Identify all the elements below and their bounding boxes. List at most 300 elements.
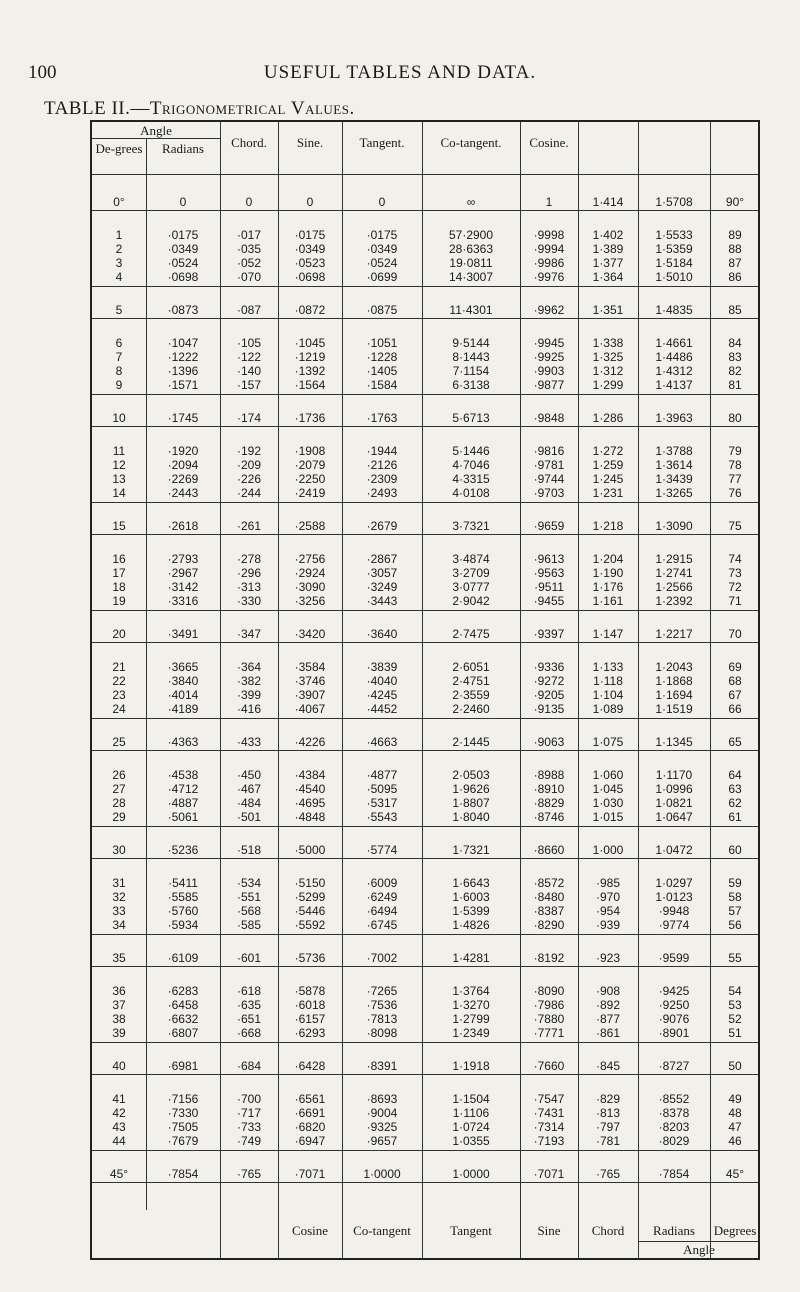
cell-tan	[342, 1092, 422, 1148]
cell-deg2	[710, 735, 760, 749]
value-rad2: 1·3788	[655, 444, 693, 458]
header-cosine: Cosine.	[529, 135, 569, 150]
value-cos: ·9659	[533, 519, 565, 533]
trigonometric-table	[90, 120, 760, 1260]
row-rule	[92, 534, 758, 535]
header-degrees: De-grees	[95, 141, 143, 156]
value-rad: ·5236	[167, 843, 199, 857]
value-rad: ·4014	[167, 688, 199, 702]
cell-chord	[220, 1092, 278, 1148]
value-deg: 41	[112, 1092, 126, 1106]
value-rad: ·1571	[167, 378, 199, 392]
value-rad2: 1·1868	[655, 674, 693, 688]
cell-cot	[422, 660, 520, 716]
row-rule	[92, 318, 758, 319]
value-chord2: ·985	[595, 876, 621, 890]
value-rad2: 1·0996	[655, 782, 693, 796]
cell-rad	[146, 336, 220, 392]
cell-tan	[342, 951, 422, 965]
value-sine: ·3746	[294, 674, 326, 688]
row-rule	[92, 934, 758, 935]
value-rad: ·0873	[167, 303, 199, 317]
cell-cot	[422, 1167, 520, 1181]
value-cot: 2·7475	[452, 627, 490, 641]
cell-deg	[92, 984, 146, 1040]
value-cot: 1·0724	[452, 1120, 490, 1134]
cell-tan	[342, 519, 422, 533]
value-chord: ·534	[236, 876, 262, 890]
value-deg: 33	[112, 904, 126, 918]
value-deg: 35	[112, 951, 126, 965]
cell-chord	[220, 768, 278, 824]
cell-deg	[92, 627, 146, 641]
value-deg2: 61	[728, 810, 742, 824]
value-chord2: 1·000	[592, 843, 624, 857]
value-rad: ·4189	[167, 702, 199, 716]
value-chord: ·749	[236, 1134, 262, 1148]
value-chord2: 1·338	[592, 336, 624, 350]
value-cot: 1·6643	[452, 876, 490, 890]
value-cos: ·8572	[533, 876, 565, 890]
cell-deg	[92, 411, 146, 425]
value-rad2: 1·2043	[655, 660, 693, 674]
value-tan: ·9657	[366, 1134, 398, 1148]
value-rad: ·1920	[167, 444, 199, 458]
value-rad: ·3316	[167, 594, 199, 608]
value-cot: 2·3559	[452, 688, 490, 702]
value-cos: ·7314	[533, 1120, 565, 1134]
value-cot: 1·1106	[452, 1106, 490, 1120]
row-rule	[92, 426, 758, 427]
cell-chord2	[578, 951, 638, 965]
value-deg2: 55	[728, 951, 742, 965]
row-rule	[92, 502, 758, 503]
value-deg: 21	[112, 660, 126, 674]
value-tan: ·6745	[366, 918, 398, 932]
value-sine: ·6428	[294, 1059, 326, 1073]
value-tan: ·5095	[366, 782, 398, 796]
value-cos: ·8660	[533, 843, 565, 857]
value-rad2: 1·1694	[655, 688, 693, 702]
value-rad2: ·9948	[658, 904, 690, 918]
value-rad: ·3665	[167, 660, 199, 674]
value-chord: ·226	[236, 472, 262, 486]
value-chord: ·684	[236, 1059, 262, 1073]
value-rad: ·1396	[167, 364, 199, 378]
value-chord2: ·797	[595, 1120, 621, 1134]
value-chord2: ·877	[595, 1012, 621, 1026]
value-tan: ·9325	[366, 1120, 398, 1134]
cell-chord2	[578, 660, 638, 716]
value-cot: 3·7321	[452, 519, 490, 533]
cell-chord2	[578, 411, 638, 425]
value-cos: ·9336	[533, 660, 565, 674]
value-rad: ·7156	[167, 1092, 199, 1106]
value-deg: 26	[112, 768, 126, 782]
cell-rad	[146, 303, 220, 317]
value-deg: 28	[112, 796, 126, 810]
value-rad2: 1·0647	[655, 810, 693, 824]
value-chord2: 1·104	[592, 688, 624, 702]
value-tan: ·2867	[366, 552, 398, 566]
value-cot: 1·7321	[452, 843, 490, 857]
cell-rad2	[638, 843, 710, 857]
cell-rad	[146, 660, 220, 716]
value-cot: 3·2709	[452, 566, 490, 580]
value-chord: ·192	[236, 444, 262, 458]
value-chord2: 1·176	[592, 580, 624, 594]
cell-sine	[278, 843, 342, 857]
header-tangent: Tangent.	[359, 135, 405, 150]
cell-cos	[520, 336, 578, 392]
cell-rad2	[638, 951, 710, 965]
value-chord: ·765	[236, 1167, 262, 1181]
cell-rad	[146, 444, 220, 500]
cell-cot	[422, 1059, 520, 1073]
value-cot: 1·1504	[452, 1092, 490, 1106]
cell-tan	[342, 876, 422, 932]
cell-rad	[146, 1092, 220, 1148]
value-tan: ·6249	[366, 890, 398, 904]
value-tan: ·3640	[366, 627, 398, 641]
cell-chord	[220, 336, 278, 392]
value-tan: ·7536	[366, 998, 398, 1012]
value-cot: 5·1446	[452, 444, 490, 458]
cell-cot	[422, 336, 520, 392]
value-chord: ·105	[236, 336, 262, 350]
value-tan: ·4040	[366, 674, 398, 688]
value-cot: 7·1154	[452, 364, 490, 378]
value-rad2: 1·2915	[655, 552, 693, 566]
value-deg: 2	[115, 242, 123, 256]
value-cot: 1·2799	[452, 1012, 490, 1026]
value-rad: ·2094	[167, 458, 199, 472]
value-rad: ·3840	[167, 674, 199, 688]
header-angle: Angle	[140, 123, 172, 138]
value-chord: ·122	[236, 350, 262, 364]
value-deg: 5	[115, 303, 123, 317]
cell-chord2	[578, 1167, 638, 1181]
value-cot: 1·0355	[452, 1134, 490, 1148]
value-tan: ·1584	[366, 378, 398, 392]
cell-rad2	[638, 1167, 710, 1181]
value-sine: ·6820	[294, 1120, 326, 1134]
value-deg2: 72	[728, 580, 742, 594]
value-deg: 1	[115, 228, 123, 242]
cell-cos	[520, 984, 578, 1040]
value-chord: ·364	[236, 660, 262, 674]
value-sine: ·1564	[294, 378, 326, 392]
value-cot: 11·4301	[449, 303, 493, 317]
value-deg2: 81	[728, 378, 742, 392]
running-head	[28, 62, 772, 88]
value-sine: ·6947	[294, 1134, 326, 1148]
value-cot: 4·7046	[452, 458, 490, 472]
value-chord2: 1·414	[592, 195, 624, 209]
value-cot: 2·1445	[452, 735, 490, 749]
value-deg: 44	[112, 1134, 126, 1148]
value-chord: ·035	[236, 242, 262, 256]
value-rad: ·6283	[167, 984, 199, 998]
cell-sine	[278, 951, 342, 965]
cell-chord2	[578, 843, 638, 857]
value-tan: ·1405	[366, 364, 398, 378]
cell-deg2	[710, 984, 760, 1040]
cell-sine	[278, 336, 342, 392]
value-rad2: 1·3439	[655, 472, 693, 486]
value-rad: ·0175	[167, 228, 199, 242]
value-deg2: 54	[728, 984, 742, 998]
value-rad2: ·8203	[658, 1120, 690, 1134]
cell-chord2	[578, 552, 638, 608]
value-sine: ·1908	[294, 444, 326, 458]
value-deg2: 85	[728, 303, 742, 317]
cell-rad	[146, 951, 220, 965]
cell-rad2	[638, 660, 710, 716]
footer-angle-rule	[638, 1241, 758, 1242]
value-deg2: 79	[728, 444, 742, 458]
cell-rad2	[638, 303, 710, 317]
value-rad: ·4712	[167, 782, 199, 796]
value-rad2: ·9599	[658, 951, 690, 965]
value-tan: ·0349	[366, 242, 398, 256]
header-cotangent: Co-tangent.	[440, 135, 502, 150]
value-sine: ·2079	[294, 458, 326, 472]
value-rad2: 1·1345	[655, 735, 693, 749]
cell-sine	[278, 519, 342, 533]
value-rad2: 1·3963	[655, 411, 693, 425]
cell-tan	[342, 1059, 422, 1073]
value-rad: ·4363	[167, 735, 199, 749]
cell-deg2	[710, 228, 760, 284]
cell-rad	[146, 228, 220, 284]
value-cot: ∞	[466, 195, 476, 209]
cell-deg2	[710, 1059, 760, 1073]
value-sine: ·6691	[294, 1106, 326, 1120]
value-tan: ·3249	[366, 580, 398, 594]
value-tan: ·7813	[366, 1012, 398, 1026]
value-deg: 13	[112, 472, 126, 486]
value-cos: ·9925	[533, 350, 565, 364]
value-rad: ·2967	[167, 566, 199, 580]
cell-deg2	[710, 1092, 760, 1148]
cell-cos	[520, 843, 578, 857]
value-chord2: 1·312	[592, 364, 624, 378]
cell-tan	[342, 627, 422, 641]
cell-sine	[278, 1092, 342, 1148]
value-chord: ·209	[236, 458, 262, 472]
header-radians: Radians	[162, 141, 204, 156]
value-deg: 38	[112, 1012, 126, 1026]
value-cos: ·9877	[533, 378, 565, 392]
value-deg2: 63	[728, 782, 742, 796]
value-deg2: 68	[728, 674, 742, 688]
value-sine: ·2250	[294, 472, 326, 486]
value-sine: 0	[306, 195, 314, 209]
value-rad: ·6632	[167, 1012, 199, 1026]
value-chord: ·717	[236, 1106, 262, 1120]
value-deg2: 77	[728, 472, 742, 486]
cell-chord2	[578, 519, 638, 533]
cell-cot	[422, 228, 520, 284]
value-rad2: 1·5010	[655, 270, 693, 284]
cell-sine	[278, 984, 342, 1040]
cell-rad	[146, 519, 220, 533]
value-sine: ·4695	[294, 796, 326, 810]
value-tan: ·7002	[366, 951, 398, 965]
value-cos: ·8988	[533, 768, 565, 782]
cell-sine	[278, 1059, 342, 1073]
value-tan: ·1763	[366, 411, 398, 425]
cell-chord	[220, 660, 278, 716]
cell-rad	[146, 735, 220, 749]
value-cot: 1·3764	[452, 984, 490, 998]
value-chord2: ·829	[595, 1092, 621, 1106]
value-chord: ·700	[236, 1092, 262, 1106]
cell-chord2	[578, 336, 638, 392]
value-chord2: 1·245	[592, 472, 624, 486]
value-rad: ·0349	[167, 242, 199, 256]
cell-cos	[520, 1167, 578, 1181]
value-chord: ·278	[236, 552, 262, 566]
cell-cos	[520, 660, 578, 716]
value-rad2: ·8378	[658, 1106, 690, 1120]
cell-deg	[92, 303, 146, 317]
value-sine: ·0175	[294, 228, 326, 242]
cell-chord	[220, 444, 278, 500]
value-deg: 11	[112, 444, 126, 458]
cell-cos	[520, 627, 578, 641]
value-chord: ·618	[236, 984, 262, 998]
value-cot: 8·1443	[452, 350, 490, 364]
cell-sine	[278, 195, 342, 209]
value-chord2: 1·351	[592, 303, 624, 317]
value-sine: ·2924	[294, 566, 326, 580]
value-deg2: 49	[728, 1092, 742, 1106]
cell-chord	[220, 303, 278, 317]
value-tan: ·2309	[366, 472, 398, 486]
value-rad2: ·9774	[658, 918, 690, 932]
value-deg: 29	[112, 810, 126, 824]
cell-tan	[342, 336, 422, 392]
cell-deg2	[710, 660, 760, 716]
cell-chord2	[578, 984, 638, 1040]
value-sine: ·2588	[294, 519, 326, 533]
value-cos: ·7880	[533, 1012, 565, 1026]
row-rule	[92, 826, 758, 827]
cell-tan	[342, 1167, 422, 1181]
cell-sine	[278, 1167, 342, 1181]
cell-rad2	[638, 768, 710, 824]
value-sine: ·5878	[294, 984, 326, 998]
value-deg: 15	[112, 519, 126, 533]
value-rad2: 1·0472	[655, 843, 693, 857]
value-deg: 25	[112, 735, 126, 749]
value-rad: ·1745	[167, 411, 199, 425]
row-rule	[92, 1150, 758, 1151]
value-chord: ·330	[236, 594, 262, 608]
value-chord: ·568	[236, 904, 262, 918]
value-rad2: 1·5708	[655, 195, 693, 209]
value-tan: ·5317	[366, 796, 398, 810]
value-sine: ·4067	[294, 702, 326, 716]
value-deg2: 48	[728, 1106, 742, 1120]
value-rad2: 1·1170	[655, 768, 693, 782]
value-deg2: 73	[728, 566, 742, 580]
value-chord2: 1·325	[592, 350, 624, 364]
value-cos: ·8090	[533, 984, 565, 998]
value-rad: ·5760	[167, 904, 199, 918]
row-rule	[92, 642, 758, 643]
value-cot: 2·9042	[452, 594, 490, 608]
value-deg2: 58	[728, 890, 742, 904]
value-deg: 3	[115, 256, 123, 270]
value-cot: 1·5399	[452, 904, 490, 918]
cell-deg2	[710, 336, 760, 392]
value-sine: ·3907	[294, 688, 326, 702]
value-chord2: 1·364	[592, 270, 624, 284]
value-deg2: 45°	[725, 1167, 745, 1181]
cell-rad2	[638, 552, 710, 608]
cell-chord2	[578, 876, 638, 932]
value-rad2: 1·3614	[655, 458, 693, 472]
cell-sine	[278, 303, 342, 317]
cell-rad	[146, 552, 220, 608]
value-cos: ·7431	[533, 1106, 565, 1120]
cell-chord	[220, 411, 278, 425]
value-rad: ·2618	[167, 519, 199, 533]
cell-rad2	[638, 876, 710, 932]
row-rule	[92, 210, 758, 211]
value-cos: ·7771	[533, 1026, 565, 1040]
value-rad: ·6981	[167, 1059, 199, 1073]
value-rad: ·3491	[167, 627, 199, 641]
value-tan: ·3443	[366, 594, 398, 608]
cell-chord2	[578, 303, 638, 317]
row-rule	[92, 966, 758, 967]
cell-cot	[422, 627, 520, 641]
value-cot: 1·8040	[452, 810, 490, 824]
value-chord2: ·939	[595, 918, 621, 932]
value-sine: ·1219	[294, 350, 326, 364]
cell-deg	[92, 228, 146, 284]
cell-cot	[422, 1092, 520, 1148]
table-title-caps: Trigonometrical Values.	[149, 98, 355, 119]
value-rad: ·5061	[167, 810, 199, 824]
value-chord2: ·908	[595, 984, 621, 998]
value-deg2: 60	[728, 843, 742, 857]
value-sine: ·4226	[294, 735, 326, 749]
value-rad2: 1·4486	[655, 350, 693, 364]
value-deg2: 75	[728, 519, 742, 533]
cell-rad2	[638, 519, 710, 533]
table-title	[44, 98, 355, 120]
value-cot: 19·0811	[449, 256, 493, 270]
value-deg: 32	[112, 890, 126, 904]
value-sine: ·3420	[294, 627, 326, 641]
cell-deg2	[710, 195, 760, 209]
value-deg2: 70	[728, 627, 742, 641]
page-number: 100	[28, 62, 57, 83]
value-cos: ·8910	[533, 782, 565, 796]
value-rad: ·6109	[167, 951, 199, 965]
value-deg2: 86	[728, 270, 742, 284]
row-rule	[92, 1042, 758, 1043]
value-deg: 6	[115, 336, 123, 350]
cell-tan	[342, 768, 422, 824]
value-sine: ·3584	[294, 660, 326, 674]
value-rad: ·1047	[167, 336, 199, 350]
